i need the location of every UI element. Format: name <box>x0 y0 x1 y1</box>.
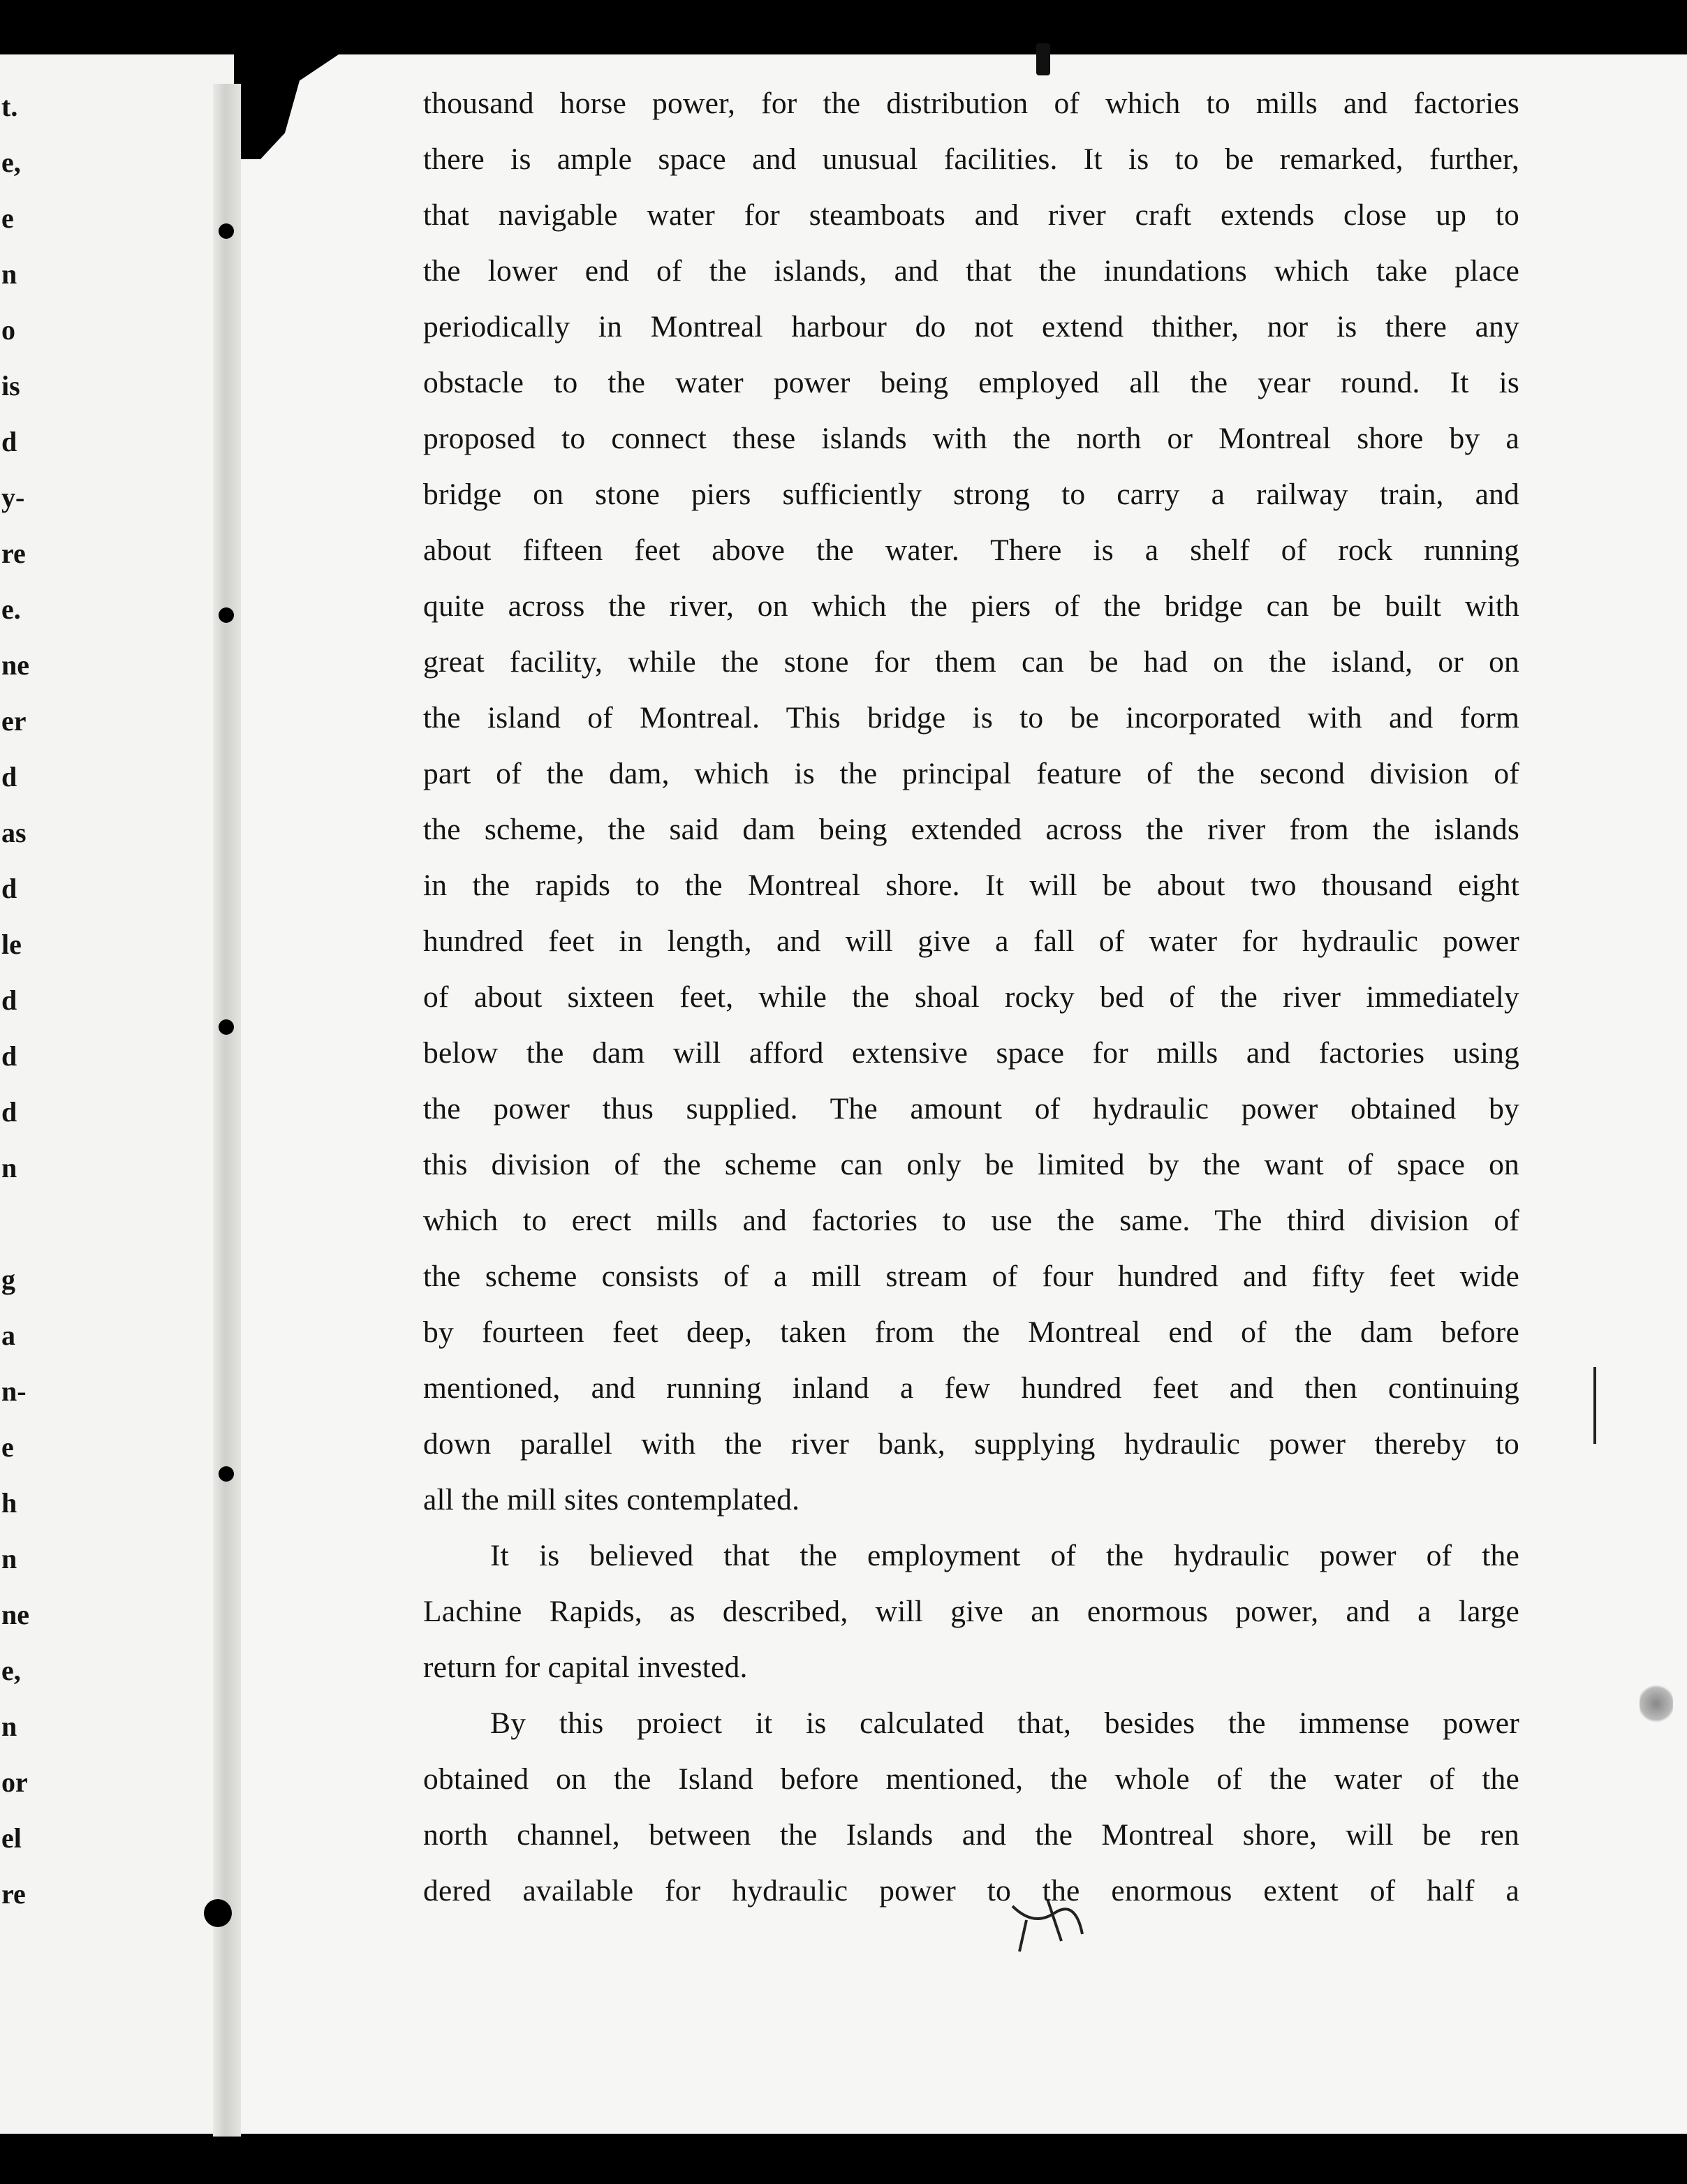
binding-hole <box>219 223 234 239</box>
text-line: proposed to connect these islands with the north or Montreal shore by a <box>423 422 1519 455</box>
left-fragment: d <box>1 984 17 1016</box>
text-line: the scheme consists of a mill stream of four hundred and fifty feet wide <box>423 1260 1519 1293</box>
text-line: obtained on the Island before mentioned, the whole of the water of the <box>423 1762 1519 1796</box>
left-fragment: e, <box>1 1655 21 1686</box>
text-line: in the rapids to the Montreal shore. It will be about two thousand eight <box>423 869 1519 902</box>
text-line: this division of the scheme can only be limited by the want of space on <box>423 1148 1519 1181</box>
left-fragment: n <box>1 258 17 290</box>
left-fragment: n <box>1 1152 17 1183</box>
text-line: the scheme, the said dam being extended across the river from the islands <box>423 813 1519 846</box>
text-line: north channel, between the Islands and the Montreal shore, will be ren <box>423 1818 1519 1852</box>
left-fragment: g <box>1 1264 15 1295</box>
left-fragment: re <box>1 538 26 569</box>
left-fragment: as <box>1 817 27 848</box>
ink-blot <box>204 1899 232 1927</box>
left-fragment: h <box>1 1487 17 1519</box>
text-line: below the dam will afford extensive space for mills and factories using <box>423 1036 1519 1070</box>
binding-hole <box>219 1019 234 1035</box>
text-line: mentioned, and running inland a few hundred feet and then continuing <box>423 1371 1519 1405</box>
left-fragment: re <box>1 1878 26 1910</box>
left-fragment: t. <box>1 91 18 122</box>
left-fragment: is <box>1 370 20 401</box>
margin-mark <box>1593 1367 1596 1444</box>
text-line: thousand horse power, for the distribution of which to mills and factories <box>423 87 1519 120</box>
left-fragment: le <box>1 929 22 960</box>
left-page-fragments <box>0 54 28 2134</box>
left-fragment: a <box>1 1320 15 1351</box>
left-fragment: d <box>1 873 17 904</box>
left-page-edge <box>0 54 234 2134</box>
text-line: down parallel with the river bank, supplying hydraulic power thereby to <box>423 1427 1519 1461</box>
left-fragment: d <box>1 1040 17 1072</box>
page-gutter <box>213 84 241 2137</box>
text-line: the island of Montreal. This bridge is to be incorporated with and form <box>423 701 1519 735</box>
text-line: which to erect mills and factories to use the same. The third division of <box>423 1204 1519 1237</box>
text-line: there is ample space and unusual facilities. It is to be remarked, further, <box>423 142 1519 176</box>
text-line: by fourteen feet deep, taken from the Montreal end of the dam before <box>423 1315 1519 1349</box>
left-fragment: e <box>1 1431 14 1463</box>
text-line: obstacle to the water power being employed all the year round. It is <box>423 366 1519 399</box>
paper-stain <box>1640 1683 1673 1725</box>
left-fragment: ne <box>1 1599 29 1630</box>
left-fragment: or <box>1 1766 28 1798</box>
text-line: hundred feet in length, and will give a fall of water for hydraulic power <box>423 924 1519 958</box>
left-fragment: e <box>1 202 14 234</box>
text-line: that navigable water for steamboats and river craft extends close up to <box>423 198 1519 232</box>
text-line: quite across the river, on which the piers of the bridge can be built with <box>423 589 1519 623</box>
left-fragment: e. <box>1 593 21 625</box>
text-line: the power thus supplied. The amount of hydraulic power obtained by <box>423 1092 1519 1126</box>
text-line: return for capital invested. <box>423 1651 748 1684</box>
text-line: about fifteen feet above the water. There is a shelf of rock running <box>423 533 1519 567</box>
text-line: It is believed that the employment of the hydraulic power of the <box>490 1539 1519 1572</box>
left-fragment: el <box>1 1822 22 1854</box>
text-line: great facility, while the stone for them can be had on the island, or on <box>423 645 1519 679</box>
left-fragment: ne <box>1 649 29 681</box>
left-fragment: e, <box>1 147 21 178</box>
left-fragment: n <box>1 1711 17 1742</box>
left-fragment: d <box>1 426 17 457</box>
left-fragment: n <box>1 1543 17 1574</box>
text-line: Lachine Rapids, as described, will give an enormous power, and a large <box>423 1595 1519 1628</box>
left-fragment: er <box>1 705 27 737</box>
text-line: part of the dam, which is the principal feature of the second division of <box>423 757 1519 790</box>
left-fragment: o <box>1 314 15 346</box>
text-line: of about sixteen feet, while the shoal rocky bed of the river immediately <box>423 980 1519 1014</box>
binding-hole <box>219 607 234 623</box>
left-fragment: d <box>1 1096 17 1128</box>
text-line: bridge on stone piers sufficiently strong to carry a railway train, and <box>423 478 1519 511</box>
body-text <box>423 75 1519 1919</box>
left-fragment: n- <box>1 1375 27 1407</box>
text-line: all the mill sites contemplated. <box>423 1483 800 1517</box>
text-line: By this proiect it is calculated that, besides the immense power <box>490 1706 1519 1740</box>
text-line: periodically in Montreal harbour do not extend thither, nor is there any <box>423 310 1519 344</box>
text-line: dered available for hydraulic power to the enormous extent of half a <box>423 1874 1519 1908</box>
left-fragment: d <box>1 761 17 792</box>
ink-mark <box>1036 43 1050 75</box>
left-fragment: y- <box>1 482 25 513</box>
text-line: the lower end of the islands, and that the inundations which take place <box>423 254 1519 288</box>
binding-hole <box>219 1466 234 1482</box>
